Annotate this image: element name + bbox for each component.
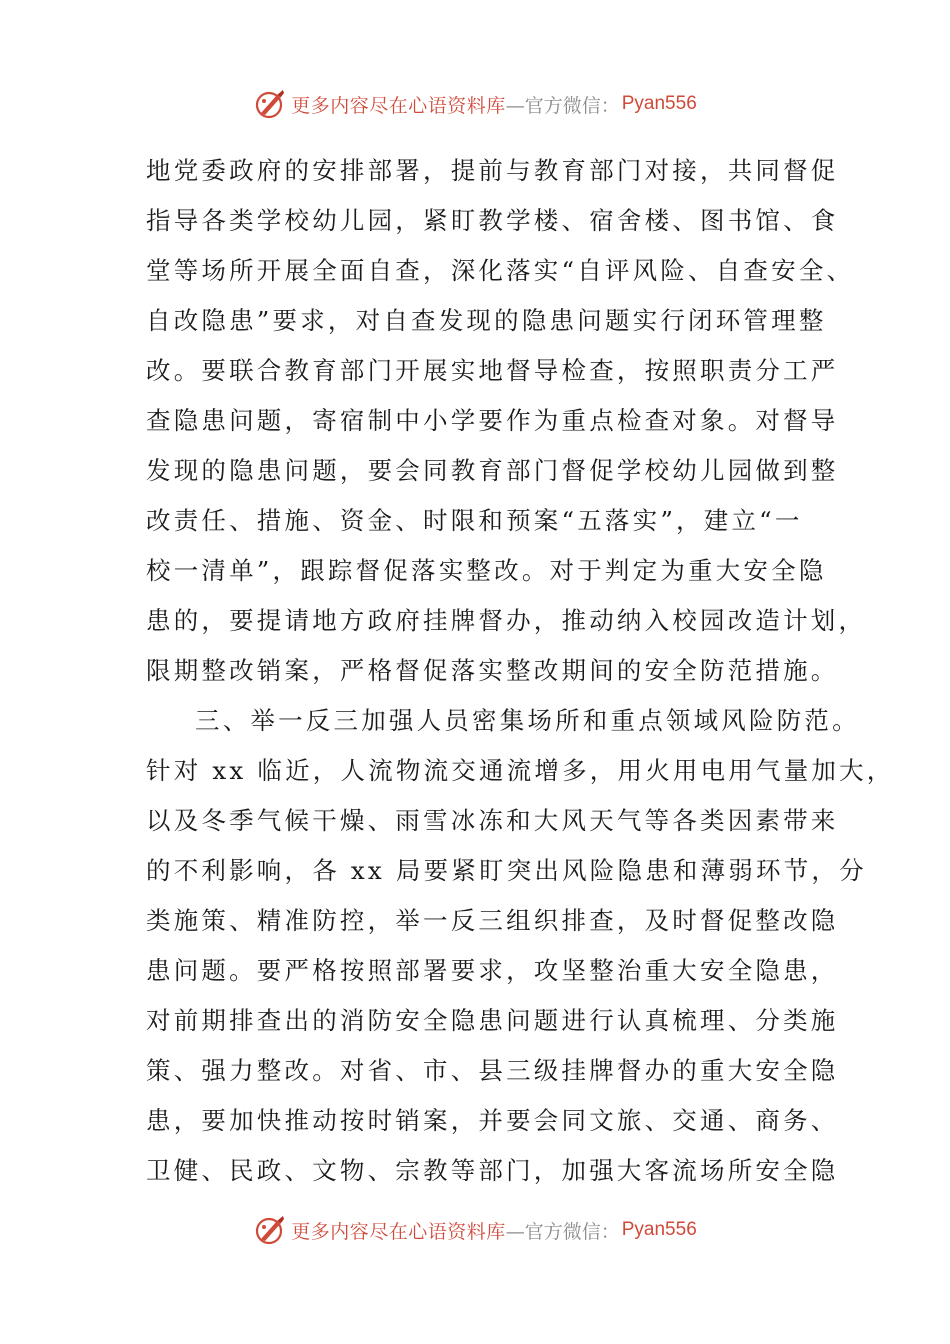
footer-banner — [0, 1210, 950, 1250]
banner-wechat-id: Pyan556 — [621, 93, 697, 114]
text-line: 卫健、民政、文物、宗教等部门，加强大客流场所安全隐 — [146, 1156, 839, 1185]
text-line: 限期整改销案，严格督促落实整改期间的安全防范措施。 — [146, 656, 839, 685]
pen-circle-logo-icon — [253, 87, 287, 121]
banner-title: 更多内容尽在心语资料库 — [291, 1220, 506, 1243]
text-line: 患的，要提请地方政府挂牌督办，推动纳入校园改造计划， — [146, 606, 867, 635]
pen-circle-logo-icon — [253, 1213, 287, 1247]
document-body — [146, 146, 895, 1196]
section-heading: 三、举一反三加强人员密集场所和重点领域风险防范。 — [195, 706, 860, 735]
text-line: 针对 xx 临近，人流物流交通流增多，用火用电用气量加大， — [146, 756, 895, 785]
banner-title: 更多内容尽在心语资料库 — [291, 94, 506, 117]
text-line: 的不利影响，各 xx 局要紧盯突出风险隐患和薄弱环节，分 — [146, 856, 867, 885]
text-line: 自改隐患”要求，对自查发现的隐患问题实行闭环管理整 — [146, 306, 827, 335]
text-line: 策、强力整改。对省、市、县三级挂牌督办的重大安全隐 — [146, 1056, 839, 1085]
banner-separator: —官方微信： — [505, 1220, 620, 1243]
text-line: 对前期排查出的消防安全隐患问题进行认真梳理、分类施 — [146, 1006, 839, 1035]
text-line: 地党委政府的安排部署，提前与教育部门对接，共同督促 — [146, 156, 839, 185]
text-line: 发现的隐患问题，要会同教育部门督促学校幼儿园做到整 — [146, 456, 839, 485]
text-line: 患问题。要严格按照部署要求，攻坚整治重大安全隐患， — [146, 956, 839, 985]
text-line: 改责任、措施、资金、时限和预案“五落实”，建立“一 — [146, 506, 803, 535]
header-banner — [0, 84, 950, 124]
text-line: 以及冬季气候干燥、雨雪冰冻和大风天气等各类因素带来 — [146, 806, 839, 835]
text-line: 类施策、精准防控，举一反三组织排查，及时督促整改隐 — [146, 906, 839, 935]
text-line: 查隐患问题，寄宿制中小学要作为重点检查对象。对督导 — [146, 406, 839, 435]
banner-wechat-id: Pyan556 — [621, 1219, 697, 1240]
text-line: 校一清单”，跟踪督促落实整改。对于判定为重大安全隐 — [146, 556, 827, 585]
text-line: 改。要联合教育部门开展实地督导检查，按照职责分工严 — [146, 356, 839, 385]
text-line: 指导各类学校幼儿园，紧盯教学楼、宿舍楼、图书馆、食 — [146, 206, 839, 235]
text-line: 堂等场所开展全面自查，深化落实“自评风险、自查安全、 — [146, 256, 855, 285]
banner-separator: —官方微信： — [505, 94, 620, 117]
text-line: 患，要加快推动按时销案，并要会同文旅、交通、商务、 — [146, 1106, 839, 1135]
